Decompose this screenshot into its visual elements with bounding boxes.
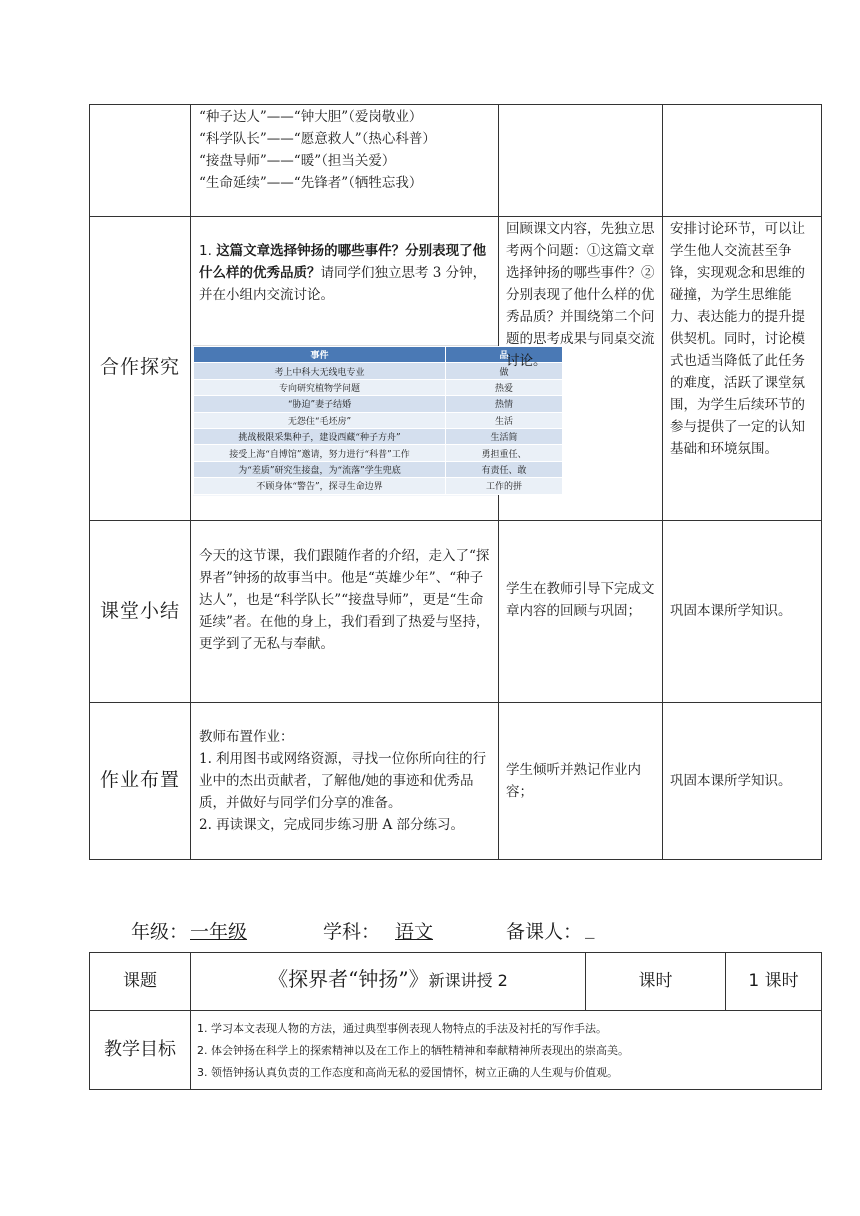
list-item: “种子达人”——“钟大胆”（爱岗敬业） [199,109,423,125]
list-item: “生命延续”——“先锋者”（牺牲忘我） [199,175,423,191]
homework-content [199,726,495,836]
student-activity-summary: 学生在教师引导下完成文章内容的回顾与巩固； [506,581,655,619]
hours-value: 1 课时 [748,971,799,991]
image-table-cell: 热爱 [446,379,563,395]
image-table-cell: “胁迫”妻子结婚 [194,396,446,412]
image-table-cell: 专向研究植物学问题 [194,379,446,395]
design-purpose-summary: 巩固本课所学知识。 [670,603,792,619]
homework-item-1: 1. 利用图书或网络资源，寻找一位你所向往的行业中的杰出贡献者，了解他/她的事迹和优秀品质，并做好与同学们分享的准备。 [199,751,487,811]
image-table-cell: 考上中科大无线电专业 [194,363,446,379]
hours-label: 课时 [638,971,673,991]
character-traits-list [199,106,495,194]
design-purpose-inquiry: 安排讨论环节，可以让学生他人交流甚至争锋，实现观念和思维的碰撞，为学生思维能力、表达能力的提升提供契机。同时，讨论模式也适当降低了此任务的难度，活跃了课堂氛围，为学生后续环节的参与提供了一定的认知基础和环境氛围。 [670,221,805,457]
goals-label: 教学目标 [104,1039,176,1060]
design-purpose-homework: 巩固本课所学知识。 [670,773,792,789]
goal-item: 1. 学习本文表现人物的方法，通过典型事例表现人物特点的手法及衬托的写作手法。 [197,1022,607,1035]
summary-content: 今天的这节课，我们跟随作者的介绍，走入了“探界者”钟扬的故事当中。他是“英雄少年”、“种子达人”，也是“科学队长”“接盘导师”，更是“生命延续”者。在他的身上，我们看到了热爱与坚持，更学到了无私与奉献。 [199,548,490,652]
image-table-cell: 为“差质”研究生接盘，为“流落”学生兜底 [194,461,446,477]
topic-label: 课题 [123,971,157,991]
grade-label: 年级： [131,921,189,943]
preparer-label: 备课人： [506,921,583,943]
question-bold-text: 这篇文章选择钟扬的哪些事件？分别表现了他什么样的优秀品质？ [199,243,487,281]
preparer-value: _ [585,917,595,939]
image-table-cell: 生活简 [446,428,563,444]
events-qualities-image [193,345,527,496]
discussion-question [199,240,495,306]
image-table-cell: 勇担重任、 [446,445,563,461]
subject-label: 学科： [323,921,381,943]
image-table-cell: 工作的拼 [446,478,563,494]
image-table-cell: 生活 [446,412,563,428]
homework-intro: 教师布置作业： [199,729,294,745]
image-table-cell: 有责任、敢 [446,461,563,477]
row-label-homework: 作业布置 [99,769,180,791]
question-instruction: 请同学们独立思考 3 分钟，并在小组内交流讨论。 [199,265,487,303]
image-table-cell: 挑战极限采集种子，建设西藏“种子方舟” [194,428,446,444]
image-table-cell: 不顾身体“警告”，探寻生命边界 [194,478,446,494]
image-table-header: 事件 [194,347,446,363]
row-label-cooperative-inquiry: 合作探究 [99,356,180,378]
topic-title: 《探界者“钟扬”》 [268,967,429,991]
image-table-cell: 做 [446,363,563,379]
image-table-cell: 热情 [446,396,563,412]
image-table-header: 品 [446,347,563,363]
topic-value [191,968,585,993]
goal-item: 3. 领悟钟扬认真负责的工作态度和高尚无私的爱国情怀，树立正确的人生观与价值观。 [197,1066,618,1079]
student-activity-homework: 学生倾听并熟记作业内容； [506,762,641,800]
list-item: “科学队长”——“愿意救人”（热心科普） [199,131,436,147]
topic-subtitle: 新课讲授 2 [428,971,508,990]
grade-value: 一年级 [190,921,248,943]
image-table-cell: 无怨住“毛坯房” [194,412,446,428]
row-label-class-summary: 课堂小结 [99,600,180,622]
list-item: “接盘导师”——“暖”（担当关爱） [199,153,396,169]
teaching-goals [197,1018,817,1084]
subject-value: 语文 [395,921,434,943]
goal-item: 2. 体会钟扬在科学上的探索精神以及在工作上的牺牲精神和奉献精神所表现出的崇高美。 [197,1044,629,1057]
image-table-cell: 接受上海“自博馆”邀请，努力进行“科普”工作 [194,445,446,461]
homework-item-2: 2. 再读课文，完成同步练习册 A 部分练习。 [199,817,465,833]
question-number: 1. [199,243,212,259]
student-activity-inquiry: 回顾课文内容，先独立思考两个问题：①这篇文章选择钟扬的哪些事件？②分别表现了他什么样的优秀品质？并围绕第二个问题的思考成果与同桌交流讨论。 [506,221,655,369]
